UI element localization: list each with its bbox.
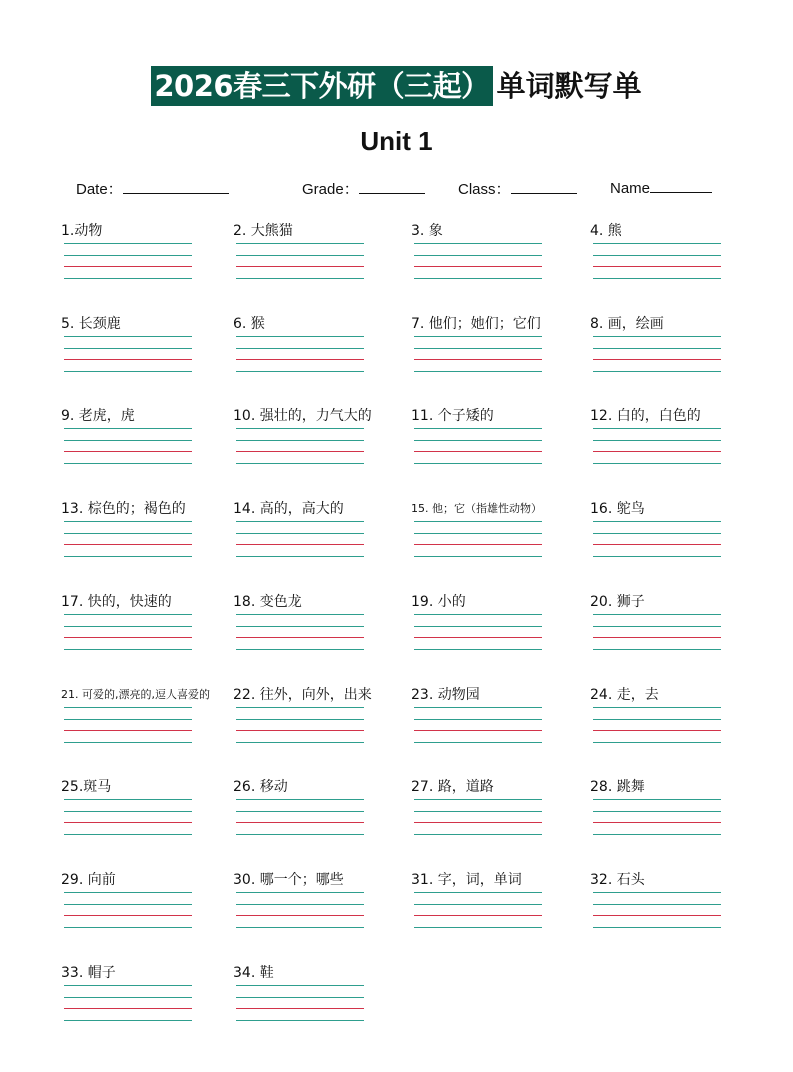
writing-line[interactable] (64, 556, 192, 557)
grade-field (302, 178, 425, 199)
writing-line[interactable] (236, 892, 364, 893)
word-prompt: 3. 象 (411, 223, 443, 239)
writing-line[interactable] (236, 428, 364, 429)
writing-line[interactable] (64, 544, 192, 545)
writing-line[interactable] (593, 719, 721, 720)
writing-line[interactable] (593, 266, 721, 267)
word-prompt: 16. 鸵鸟 (590, 501, 645, 517)
writing-line[interactable] (236, 927, 364, 928)
writing-line[interactable] (64, 997, 192, 998)
writing-line[interactable] (593, 822, 721, 823)
word-prompt: 33. 帽子 (61, 965, 116, 981)
writing-line[interactable] (593, 556, 721, 557)
writing-line[interactable] (593, 544, 721, 545)
word-item (61, 500, 236, 580)
writing-line[interactable] (236, 811, 364, 812)
writing-line[interactable] (236, 730, 364, 731)
class-field (458, 178, 577, 199)
writing-line[interactable] (64, 243, 192, 244)
writing-line[interactable] (236, 278, 364, 279)
class-blank (511, 179, 577, 194)
word-item (590, 686, 765, 766)
word-prompt: 17. 快的，快速的 (61, 594, 172, 610)
writing-line[interactable] (593, 243, 721, 244)
word-prompt: 24. 走，去 (590, 687, 659, 703)
word-prompt: 19. 小的 (411, 594, 466, 610)
word-prompt: 22. 往外，向外，出来 (233, 687, 372, 703)
writing-line[interactable] (414, 614, 542, 615)
writing-line[interactable] (414, 927, 542, 928)
word-prompt: 27. 路，道路 (411, 779, 494, 795)
word-prompt: 11. 个子矮的 (411, 408, 494, 424)
writing-line[interactable] (64, 834, 192, 835)
word-item (233, 778, 408, 858)
writing-line[interactable] (64, 1020, 192, 1021)
writing-line[interactable] (414, 707, 542, 708)
writing-line[interactable] (593, 614, 721, 615)
word-prompt: 2. 大熊猫 (233, 223, 293, 239)
writing-line[interactable] (593, 440, 721, 441)
word-item (233, 222, 408, 302)
writing-line[interactable] (414, 336, 542, 337)
writing-line[interactable] (236, 649, 364, 650)
writing-line[interactable] (593, 915, 721, 916)
writing-line[interactable] (414, 649, 542, 650)
writing-line[interactable] (64, 440, 192, 441)
writing-line[interactable] (64, 266, 192, 267)
writing-line[interactable] (414, 730, 542, 731)
name-blank (650, 178, 712, 193)
writing-line[interactable] (236, 463, 364, 464)
word-prompt: 28. 跳舞 (590, 779, 645, 795)
word-prompt: 1.动物 (61, 223, 103, 239)
word-item (590, 315, 765, 395)
writing-line[interactable] (64, 371, 192, 372)
writing-line[interactable] (414, 348, 542, 349)
word-item (411, 778, 586, 858)
writing-line[interactable] (414, 892, 542, 893)
writing-line[interactable] (414, 626, 542, 627)
writing-line[interactable] (593, 371, 721, 372)
writing-line[interactable] (236, 1008, 364, 1009)
writing-line[interactable] (414, 440, 542, 441)
writing-line[interactable] (64, 927, 192, 928)
word-item (233, 964, 408, 1044)
word-item (411, 222, 586, 302)
date-label: Date： (76, 181, 123, 198)
writing-line[interactable] (236, 915, 364, 916)
writing-line[interactable] (64, 915, 192, 916)
title-highlight: 2026春三下外研（三起） (151, 66, 492, 106)
word-prompt: 14. 高的，高大的 (233, 501, 344, 517)
word-item (411, 593, 586, 673)
word-prompt: 30. 哪一个；哪些 (233, 872, 344, 888)
writing-line[interactable] (64, 985, 192, 986)
writing-line[interactable] (236, 799, 364, 800)
writing-line[interactable] (236, 544, 364, 545)
word-prompt: 10. 强壮的，力气大的 (233, 408, 372, 424)
writing-line[interactable] (593, 626, 721, 627)
writing-line[interactable] (414, 451, 542, 452)
writing-line[interactable] (593, 533, 721, 534)
grade-blank (359, 179, 425, 194)
writing-line[interactable] (64, 811, 192, 812)
writing-line[interactable] (64, 719, 192, 720)
word-item (61, 871, 236, 951)
name-field (610, 178, 712, 197)
writing-line[interactable] (593, 278, 721, 279)
writing-line[interactable] (593, 707, 721, 708)
writing-line[interactable] (236, 822, 364, 823)
writing-line[interactable] (414, 428, 542, 429)
writing-line[interactable] (593, 463, 721, 464)
writing-line[interactable] (593, 336, 721, 337)
word-prompt: 26. 移动 (233, 779, 288, 795)
word-item (411, 315, 586, 395)
word-prompt: 20. 狮子 (590, 594, 645, 610)
word-prompt: 5. 长颈鹿 (61, 316, 121, 332)
writing-line[interactable] (414, 359, 542, 360)
word-prompt: 25.斑马 (61, 779, 112, 795)
word-prompt: 9. 老虎，虎 (61, 408, 135, 424)
word-item (61, 407, 236, 487)
writing-line[interactable] (414, 544, 542, 545)
word-item (590, 407, 765, 487)
writing-line[interactable] (414, 463, 542, 464)
writing-line[interactable] (236, 626, 364, 627)
writing-line[interactable] (593, 799, 721, 800)
writing-line[interactable] (414, 533, 542, 534)
writing-line[interactable] (414, 915, 542, 916)
writing-line[interactable] (64, 904, 192, 905)
writing-line[interactable] (414, 719, 542, 720)
word-item (61, 778, 236, 858)
writing-line[interactable] (64, 637, 192, 638)
writing-line[interactable] (64, 521, 192, 522)
word-prompt: 32. 石头 (590, 872, 645, 888)
writing-line[interactable] (593, 927, 721, 928)
word-item (411, 500, 586, 580)
writing-line[interactable] (236, 243, 364, 244)
writing-line[interactable] (236, 451, 364, 452)
word-item (61, 222, 236, 302)
writing-line[interactable] (64, 892, 192, 893)
word-item (61, 686, 236, 766)
writing-line[interactable] (64, 278, 192, 279)
class-label: Class： (458, 181, 511, 198)
writing-line[interactable] (593, 637, 721, 638)
writing-line[interactable] (414, 556, 542, 557)
word-item (411, 871, 586, 951)
word-prompt: 4. 熊 (590, 223, 622, 239)
writing-line[interactable] (593, 892, 721, 893)
writing-line[interactable] (236, 533, 364, 534)
writing-line[interactable] (236, 521, 364, 522)
writing-line[interactable] (64, 799, 192, 800)
word-item (411, 686, 586, 766)
word-prompt: 8. 画，绘画 (590, 316, 664, 332)
writing-line[interactable] (64, 626, 192, 627)
writing-line[interactable] (414, 834, 542, 835)
writing-line[interactable] (236, 742, 364, 743)
writing-line[interactable] (593, 255, 721, 256)
word-prompt: 18. 变色龙 (233, 594, 302, 610)
writing-line[interactable] (236, 348, 364, 349)
word-item (411, 407, 586, 487)
unit-heading: Unit 1 (360, 126, 433, 156)
writing-line[interactable] (236, 371, 364, 372)
writing-line[interactable] (236, 834, 364, 835)
writing-line[interactable] (593, 834, 721, 835)
writing-line[interactable] (64, 255, 192, 256)
word-item (61, 315, 236, 395)
word-item (233, 315, 408, 395)
writing-line[interactable] (236, 997, 364, 998)
writing-line[interactable] (64, 463, 192, 464)
title-rest: 单词默写单 (496, 69, 642, 103)
writing-line[interactable] (593, 730, 721, 731)
writing-line[interactable] (414, 255, 542, 256)
writing-line[interactable] (414, 278, 542, 279)
writing-line[interactable] (64, 730, 192, 731)
writing-line[interactable] (236, 255, 364, 256)
writing-line[interactable] (414, 799, 542, 800)
word-prompt: 6. 猴 (233, 316, 265, 332)
writing-line[interactable] (236, 266, 364, 267)
writing-line[interactable] (236, 556, 364, 557)
word-prompt: 15. 他；它（指雄性动物） (411, 502, 542, 515)
word-prompt: 13. 棕色的；褐色的 (61, 501, 186, 517)
word-item (590, 871, 765, 951)
writing-line[interactable] (593, 359, 721, 360)
writing-line[interactable] (236, 985, 364, 986)
writing-line[interactable] (414, 243, 542, 244)
writing-line[interactable] (593, 451, 721, 452)
writing-line[interactable] (593, 904, 721, 905)
word-prompt: 12. 白的，白色的 (590, 408, 701, 424)
word-item (590, 593, 765, 673)
writing-line[interactable] (64, 359, 192, 360)
writing-line[interactable] (236, 904, 364, 905)
date-blank (123, 179, 229, 194)
writing-line[interactable] (64, 348, 192, 349)
writing-line[interactable] (593, 428, 721, 429)
word-item (590, 222, 765, 302)
writing-line[interactable] (64, 1008, 192, 1009)
writing-line[interactable] (593, 521, 721, 522)
writing-line[interactable] (236, 707, 364, 708)
writing-line[interactable] (64, 533, 192, 534)
writing-line[interactable] (236, 359, 364, 360)
worksheet-title (0, 66, 793, 106)
writing-line[interactable] (414, 637, 542, 638)
word-prompt: 7. 他们；她们；它们 (411, 316, 541, 332)
word-prompt: 29. 向前 (61, 872, 116, 888)
word-item (233, 686, 408, 766)
writing-line[interactable] (414, 811, 542, 812)
word-item (590, 500, 765, 580)
word-prompt: 23. 动物园 (411, 687, 480, 703)
writing-line[interactable] (64, 428, 192, 429)
word-item (61, 964, 236, 1044)
writing-line[interactable] (64, 451, 192, 452)
date-field (76, 178, 229, 199)
writing-line[interactable] (593, 811, 721, 812)
writing-line[interactable] (64, 822, 192, 823)
word-prompt: 21. 可爱的,漂亮的,逗人喜爱的 (61, 688, 210, 701)
writing-line[interactable] (64, 742, 192, 743)
writing-line[interactable] (236, 637, 364, 638)
writing-line[interactable] (64, 707, 192, 708)
writing-line[interactable] (414, 742, 542, 743)
writing-line[interactable] (593, 348, 721, 349)
word-prompt: 34. 鞋 (233, 965, 274, 981)
writing-line[interactable] (414, 521, 542, 522)
writing-line[interactable] (236, 1020, 364, 1021)
writing-line[interactable] (414, 822, 542, 823)
writing-line[interactable] (236, 336, 364, 337)
word-item (61, 593, 236, 673)
word-item (590, 778, 765, 858)
writing-line[interactable] (414, 266, 542, 267)
word-item (233, 593, 408, 673)
writing-line[interactable] (236, 440, 364, 441)
writing-line[interactable] (593, 649, 721, 650)
word-item (233, 871, 408, 951)
name-label: Name (610, 180, 651, 197)
word-item (233, 407, 408, 487)
writing-line[interactable] (236, 719, 364, 720)
writing-line[interactable] (64, 614, 192, 615)
writing-line[interactable] (593, 742, 721, 743)
word-item (233, 500, 408, 580)
writing-line[interactable] (64, 649, 192, 650)
writing-line[interactable] (64, 336, 192, 337)
word-prompt: 31. 字，词，单词 (411, 872, 522, 888)
writing-line[interactable] (414, 371, 542, 372)
writing-line[interactable] (236, 614, 364, 615)
grade-label: Grade： (302, 181, 359, 198)
writing-line[interactable] (414, 904, 542, 905)
